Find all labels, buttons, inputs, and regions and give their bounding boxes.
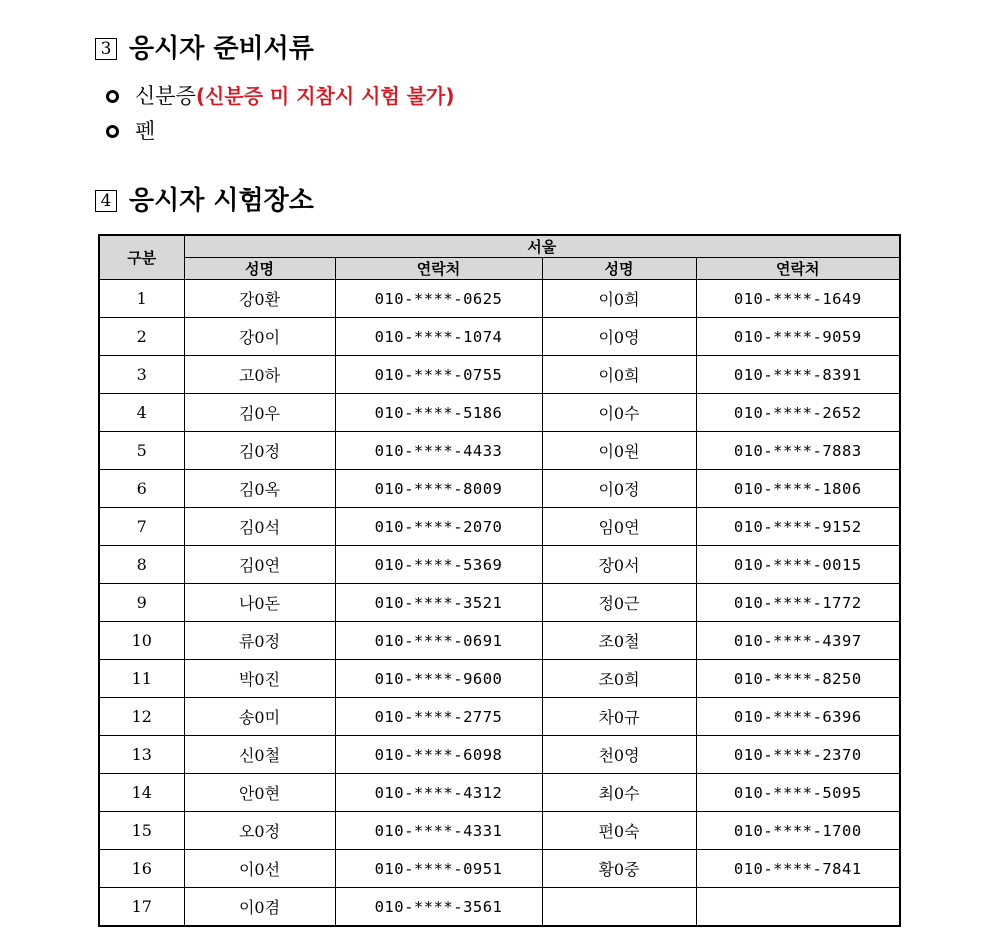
table-row: [99, 888, 900, 927]
name-cell: 황0중: [542, 850, 696, 888]
circle-bullet-icon: [106, 90, 119, 103]
row-number: 13: [99, 736, 184, 774]
header-region: 서울: [184, 235, 900, 258]
list-item-id-card: [106, 83, 455, 109]
contact-cell: 010-****-0691: [335, 622, 542, 660]
name-cell: 이0선: [184, 850, 335, 888]
name-cell: 오0정: [184, 812, 335, 850]
name-cell: 박0진: [184, 660, 335, 698]
contact-cell: 010-****-4433: [335, 432, 542, 470]
name-cell: 천0영: [542, 736, 696, 774]
section-title: 응시자 시험장소: [129, 186, 314, 216]
row-number: 11: [99, 660, 184, 698]
contact-cell: 010-****-8250: [696, 660, 900, 698]
header-contact-2: 연락처: [696, 258, 900, 280]
table-row: [99, 356, 900, 394]
contact-cell: 010-****-8391: [696, 356, 900, 394]
section-3-heading: [95, 34, 314, 64]
name-cell: 이0희: [542, 280, 696, 318]
contact-cell: 010-****-4312: [335, 774, 542, 812]
contact-cell: 010-****-1700: [696, 812, 900, 850]
contact-cell: 010-****-6098: [335, 736, 542, 774]
candidate-table: [98, 234, 901, 927]
name-cell: 강0이: [184, 318, 335, 356]
row-number: 1: [99, 280, 184, 318]
contact-cell: 010-****-1772: [696, 584, 900, 622]
name-cell: 이0원: [542, 432, 696, 470]
name-cell: 송0미: [184, 698, 335, 736]
table-row: [99, 546, 900, 584]
table-row: [99, 698, 900, 736]
contact-cell: 010-****-1074: [335, 318, 542, 356]
table-row: [99, 470, 900, 508]
row-number: 17: [99, 888, 184, 927]
contact-cell: 010-****-0755: [335, 356, 542, 394]
contact-cell: 010-****-5095: [696, 774, 900, 812]
contact-cell: 010-****-6396: [696, 698, 900, 736]
name-cell: 이0정: [542, 470, 696, 508]
contact-cell: 010-****-4331: [335, 812, 542, 850]
row-number: 3: [99, 356, 184, 394]
contact-cell: 010-****-9059: [696, 318, 900, 356]
name-cell: 이0희: [542, 356, 696, 394]
row-number: 4: [99, 394, 184, 432]
header-contact-1: 연락처: [335, 258, 542, 280]
name-cell: 최0수: [542, 774, 696, 812]
name-cell: [542, 888, 696, 927]
contact-cell: 010-****-7841: [696, 850, 900, 888]
section-number: 3: [95, 38, 117, 60]
name-cell: 임0연: [542, 508, 696, 546]
item-text: 신분증: [135, 84, 196, 108]
header-group: 구분: [99, 235, 184, 280]
name-cell: 이0겸: [184, 888, 335, 927]
row-number: 2: [99, 318, 184, 356]
name-cell: 조0희: [542, 660, 696, 698]
header-name-1: 성명: [184, 258, 335, 280]
table-row: [99, 508, 900, 546]
name-cell: 편0숙: [542, 812, 696, 850]
contact-cell: 010-****-2370: [696, 736, 900, 774]
name-cell: 차0규: [542, 698, 696, 736]
contact-cell: 010-****-1649: [696, 280, 900, 318]
contact-cell: 010-****-5369: [335, 546, 542, 584]
table-row: [99, 394, 900, 432]
row-number: 8: [99, 546, 184, 584]
name-cell: 이0영: [542, 318, 696, 356]
row-number: 7: [99, 508, 184, 546]
table-row: [99, 584, 900, 622]
table-row: [99, 280, 900, 318]
section-number: 4: [95, 190, 117, 212]
contact-cell: 010-****-0015: [696, 546, 900, 584]
name-cell: 김0옥: [184, 470, 335, 508]
header-name-2: 성명: [542, 258, 696, 280]
name-cell: 나0돈: [184, 584, 335, 622]
contact-cell: 010-****-5186: [335, 394, 542, 432]
name-cell: 신0철: [184, 736, 335, 774]
contact-cell: 010-****-8009: [335, 470, 542, 508]
item-warning-note: (신분증 미 지참시 시험 불가): [195, 84, 455, 108]
name-cell: 김0정: [184, 432, 335, 470]
contact-cell: 010-****-4397: [696, 622, 900, 660]
name-cell: 강0환: [184, 280, 335, 318]
contact-cell: 010-****-7883: [696, 432, 900, 470]
contact-cell: 010-****-0625: [335, 280, 542, 318]
name-cell: 김0연: [184, 546, 335, 584]
table-row: [99, 736, 900, 774]
contact-cell: 010-****-2070: [335, 508, 542, 546]
item-text: 펜: [135, 119, 156, 143]
contact-cell: 010-****-0951: [335, 850, 542, 888]
name-cell: 조0철: [542, 622, 696, 660]
table-row: [99, 660, 900, 698]
contact-cell: 010-****-9600: [335, 660, 542, 698]
row-number: 9: [99, 584, 184, 622]
name-cell: 장0서: [542, 546, 696, 584]
contact-cell: [696, 888, 900, 927]
row-number: 14: [99, 774, 184, 812]
table-row: [99, 850, 900, 888]
table-row: [99, 622, 900, 660]
row-number: 10: [99, 622, 184, 660]
contact-cell: 010-****-3561: [335, 888, 542, 927]
row-number: 6: [99, 470, 184, 508]
section-title: 응시자 준비서류: [129, 34, 314, 64]
name-cell: 김0석: [184, 508, 335, 546]
name-cell: 류0정: [184, 622, 335, 660]
contact-cell: 010-****-9152: [696, 508, 900, 546]
row-number: 5: [99, 432, 184, 470]
row-number: 15: [99, 812, 184, 850]
name-cell: 김0우: [184, 394, 335, 432]
name-cell: 안0현: [184, 774, 335, 812]
circle-bullet-icon: [106, 125, 119, 138]
name-cell: 이0수: [542, 394, 696, 432]
list-item-pen: [106, 118, 155, 144]
name-cell: 정0근: [542, 584, 696, 622]
contact-cell: 010-****-3521: [335, 584, 542, 622]
table-row: [99, 432, 900, 470]
name-cell: 고0하: [184, 356, 335, 394]
table-row: [99, 318, 900, 356]
table-row: [99, 774, 900, 812]
table-row: [99, 812, 900, 850]
contact-cell: 010-****-2652: [696, 394, 900, 432]
contact-cell: 010-****-1806: [696, 470, 900, 508]
row-number: 16: [99, 850, 184, 888]
row-number: 12: [99, 698, 184, 736]
contact-cell: 010-****-2775: [335, 698, 542, 736]
section-4-heading: [95, 186, 314, 216]
